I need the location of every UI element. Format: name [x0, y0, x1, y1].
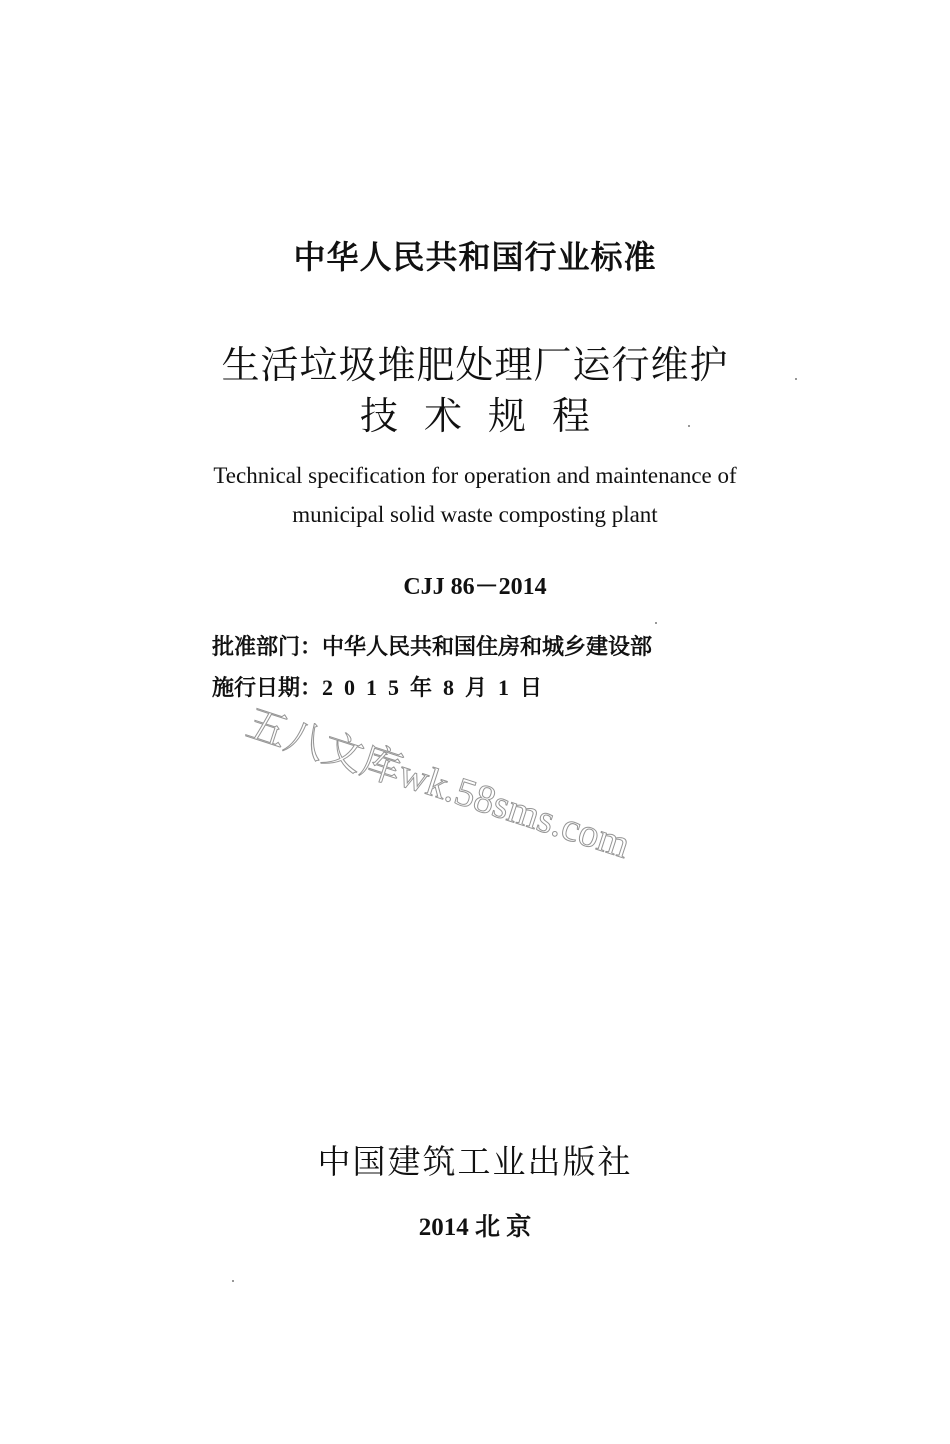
approval-label: 批准部门：	[212, 635, 323, 660]
watermark: 五八文库wk.58sms.com	[241, 700, 636, 867]
standard-category: 中华人民共和国行业标准	[293, 238, 657, 276]
approval-row	[212, 630, 652, 670]
title-en-line1: Technical specification for operation and maintenance of	[213, 463, 737, 488]
scan-speck	[795, 378, 797, 380]
title-zh-line1: 生活垃圾堆肥处理厂运行维护	[221, 343, 729, 387]
title-en-line2: municipal solid waste composting plant	[292, 502, 658, 527]
effective-date-value: 2015年8月1日	[322, 675, 554, 700]
publication-place-year: 2014 北 京	[418, 1214, 532, 1241]
approval-value: 中华人民共和国住房和城乡建设部	[322, 635, 653, 660]
scan-speck	[688, 425, 690, 427]
scan-speck	[655, 622, 657, 624]
publisher: 中国建筑工业出版社	[317, 1142, 633, 1181]
effective-date-label: 施行日期：	[212, 676, 323, 701]
standard-code: CJJ 86－2014	[403, 574, 547, 600]
scan-speck	[232, 1280, 234, 1282]
title-zh-line2: 技术规程	[359, 394, 616, 438]
